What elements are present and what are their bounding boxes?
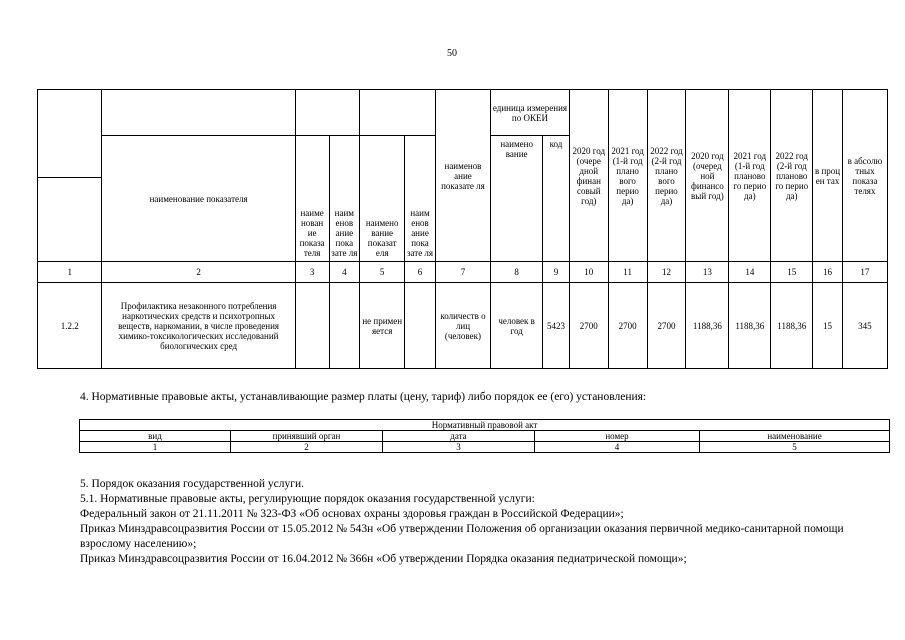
row-okei-code: 5423 [543, 283, 570, 369]
header-2021-price: 2021 год (1-й год планово го перио да) [729, 90, 771, 262]
acts-col-index: 5 [700, 442, 890, 453]
acts-col-authority: принявший орган [231, 431, 383, 442]
column-number: 14 [729, 262, 771, 283]
header-absolute: в абсолю тных показа телях [842, 90, 887, 262]
table-row [38, 283, 888, 369]
row-price-2021: 1188,36 [729, 283, 771, 369]
header-unit-name: наимено вание [491, 136, 543, 262]
row-unit: человек в год [491, 283, 543, 369]
header-cell-col1-bottom [38, 178, 102, 262]
header-name-2: наим енов ание пока зате ля [329, 136, 360, 262]
row-value-2020: 2700 [569, 283, 608, 369]
header-2020-volume: 2020 год (очере дной финан совый год) [569, 90, 608, 262]
acts-col-date: дата [383, 431, 535, 442]
header-unit-code: код [543, 136, 570, 262]
column-number: 4 [329, 262, 360, 283]
row-description: Профилактика незаконного потребления наркотических средств и психотропных веществ, наркомании, в числе проведения химико-токсикологических исследований биологических сред [102, 283, 295, 369]
row-absolute: 345 [842, 283, 887, 369]
column-number: 3 [295, 262, 329, 283]
acts-col-type: вид [80, 431, 231, 442]
section-5 [80, 477, 880, 567]
row-cell-6 [405, 283, 436, 369]
header-cell-col2-top [102, 90, 295, 136]
legal-acts-table [79, 419, 890, 453]
header-name-3: наимено вание показат еля [360, 136, 405, 262]
legal-act-item: Приказ Минздравсоцразвития России от 16.04.2012 № 366н «Об утверждении Порядка оказания педиатрической помощи»; [80, 553, 687, 565]
header-cell-col1 [38, 90, 102, 178]
row-metric: количеств о лиц (человек) [435, 283, 490, 369]
column-number: 2 [102, 262, 295, 283]
section-5-subtitle: 5.1. Нормативные правовые акты, регулирующие порядок оказания государственной услуги: [80, 493, 535, 505]
row-percent: 15 [813, 283, 843, 369]
acts-col-index: 1 [80, 442, 231, 453]
header-cell-col3-4-top [295, 90, 359, 136]
acts-col-index: 3 [383, 442, 535, 453]
indicators-table [37, 89, 888, 369]
header-unit-group: единица измерения по ОКЕИ [491, 90, 570, 136]
column-number: 7 [435, 262, 490, 283]
column-number: 1 [38, 262, 102, 283]
column-number: 17 [842, 262, 887, 283]
column-number: 15 [771, 262, 813, 283]
header-name-1: наиме нован ие показа теля [295, 136, 329, 262]
column-number: 13 [686, 262, 729, 283]
header-percent: в проц ен тах [813, 90, 843, 262]
page-number: 50 [447, 48, 457, 59]
row-price-2022: 1188,36 [771, 283, 813, 369]
row-code: 1.2.2 [38, 283, 102, 369]
column-number: 6 [405, 262, 436, 283]
row-value-2022: 2700 [647, 283, 686, 369]
column-number: 10 [569, 262, 608, 283]
section-5-title: 5. Порядок оказания государственной услуги. [80, 478, 304, 490]
acts-col-index: 4 [535, 442, 700, 453]
header-2021-volume: 2021 год (1-й год плано вого перио да) [608, 90, 647, 262]
row-cell-5: не примен яется [360, 283, 405, 369]
row-cell-4 [329, 283, 360, 369]
acts-col-name: наименование [700, 431, 890, 442]
header-2022-price: 2022 год (2-й год планово го перио да) [771, 90, 813, 262]
column-number: 11 [608, 262, 647, 283]
header-indicator-name: наименование показателя [102, 136, 295, 262]
column-number: 16 [813, 262, 843, 283]
row-cell-3 [295, 283, 329, 369]
row-price-2020: 1188,36 [686, 283, 729, 369]
header-metric-name: наименов ание показате ля [435, 90, 490, 262]
column-number: 8 [491, 262, 543, 283]
column-number: 9 [543, 262, 570, 283]
header-cell-col5-6-top [360, 90, 436, 136]
acts-col-number: номер [535, 431, 700, 442]
header-name-4: наим енов ание пока зате ля [405, 136, 436, 262]
legal-act-item: Приказ Минздравсоцразвития России от 15.05.2012 № 543н «Об утверждении Положения об организации оказания первичной медико-санитарной помощи взрослому населению»; [80, 523, 844, 550]
acts-table-header: Нормативный правовой акт [80, 420, 890, 431]
acts-col-index: 2 [231, 442, 383, 453]
column-number: 5 [360, 262, 405, 283]
header-2020-price: 2020 год (очеред ной финансо вый год) [686, 90, 729, 262]
legal-act-item: Федеральный закон от 21.11.2011 № 323-ФЗ «Об основах охраны здоровья граждан в Российской Федерации»; [80, 508, 624, 520]
row-value-2021: 2700 [608, 283, 647, 369]
column-number: 12 [647, 262, 686, 283]
header-2022-volume: 2022 год (2-й год плано вого перио да) [647, 90, 686, 262]
section-4-title: 4. Нормативные правовые акты, устанавливающие размер платы (цену, тариф) либо порядок ее (его) установления: [80, 391, 647, 403]
